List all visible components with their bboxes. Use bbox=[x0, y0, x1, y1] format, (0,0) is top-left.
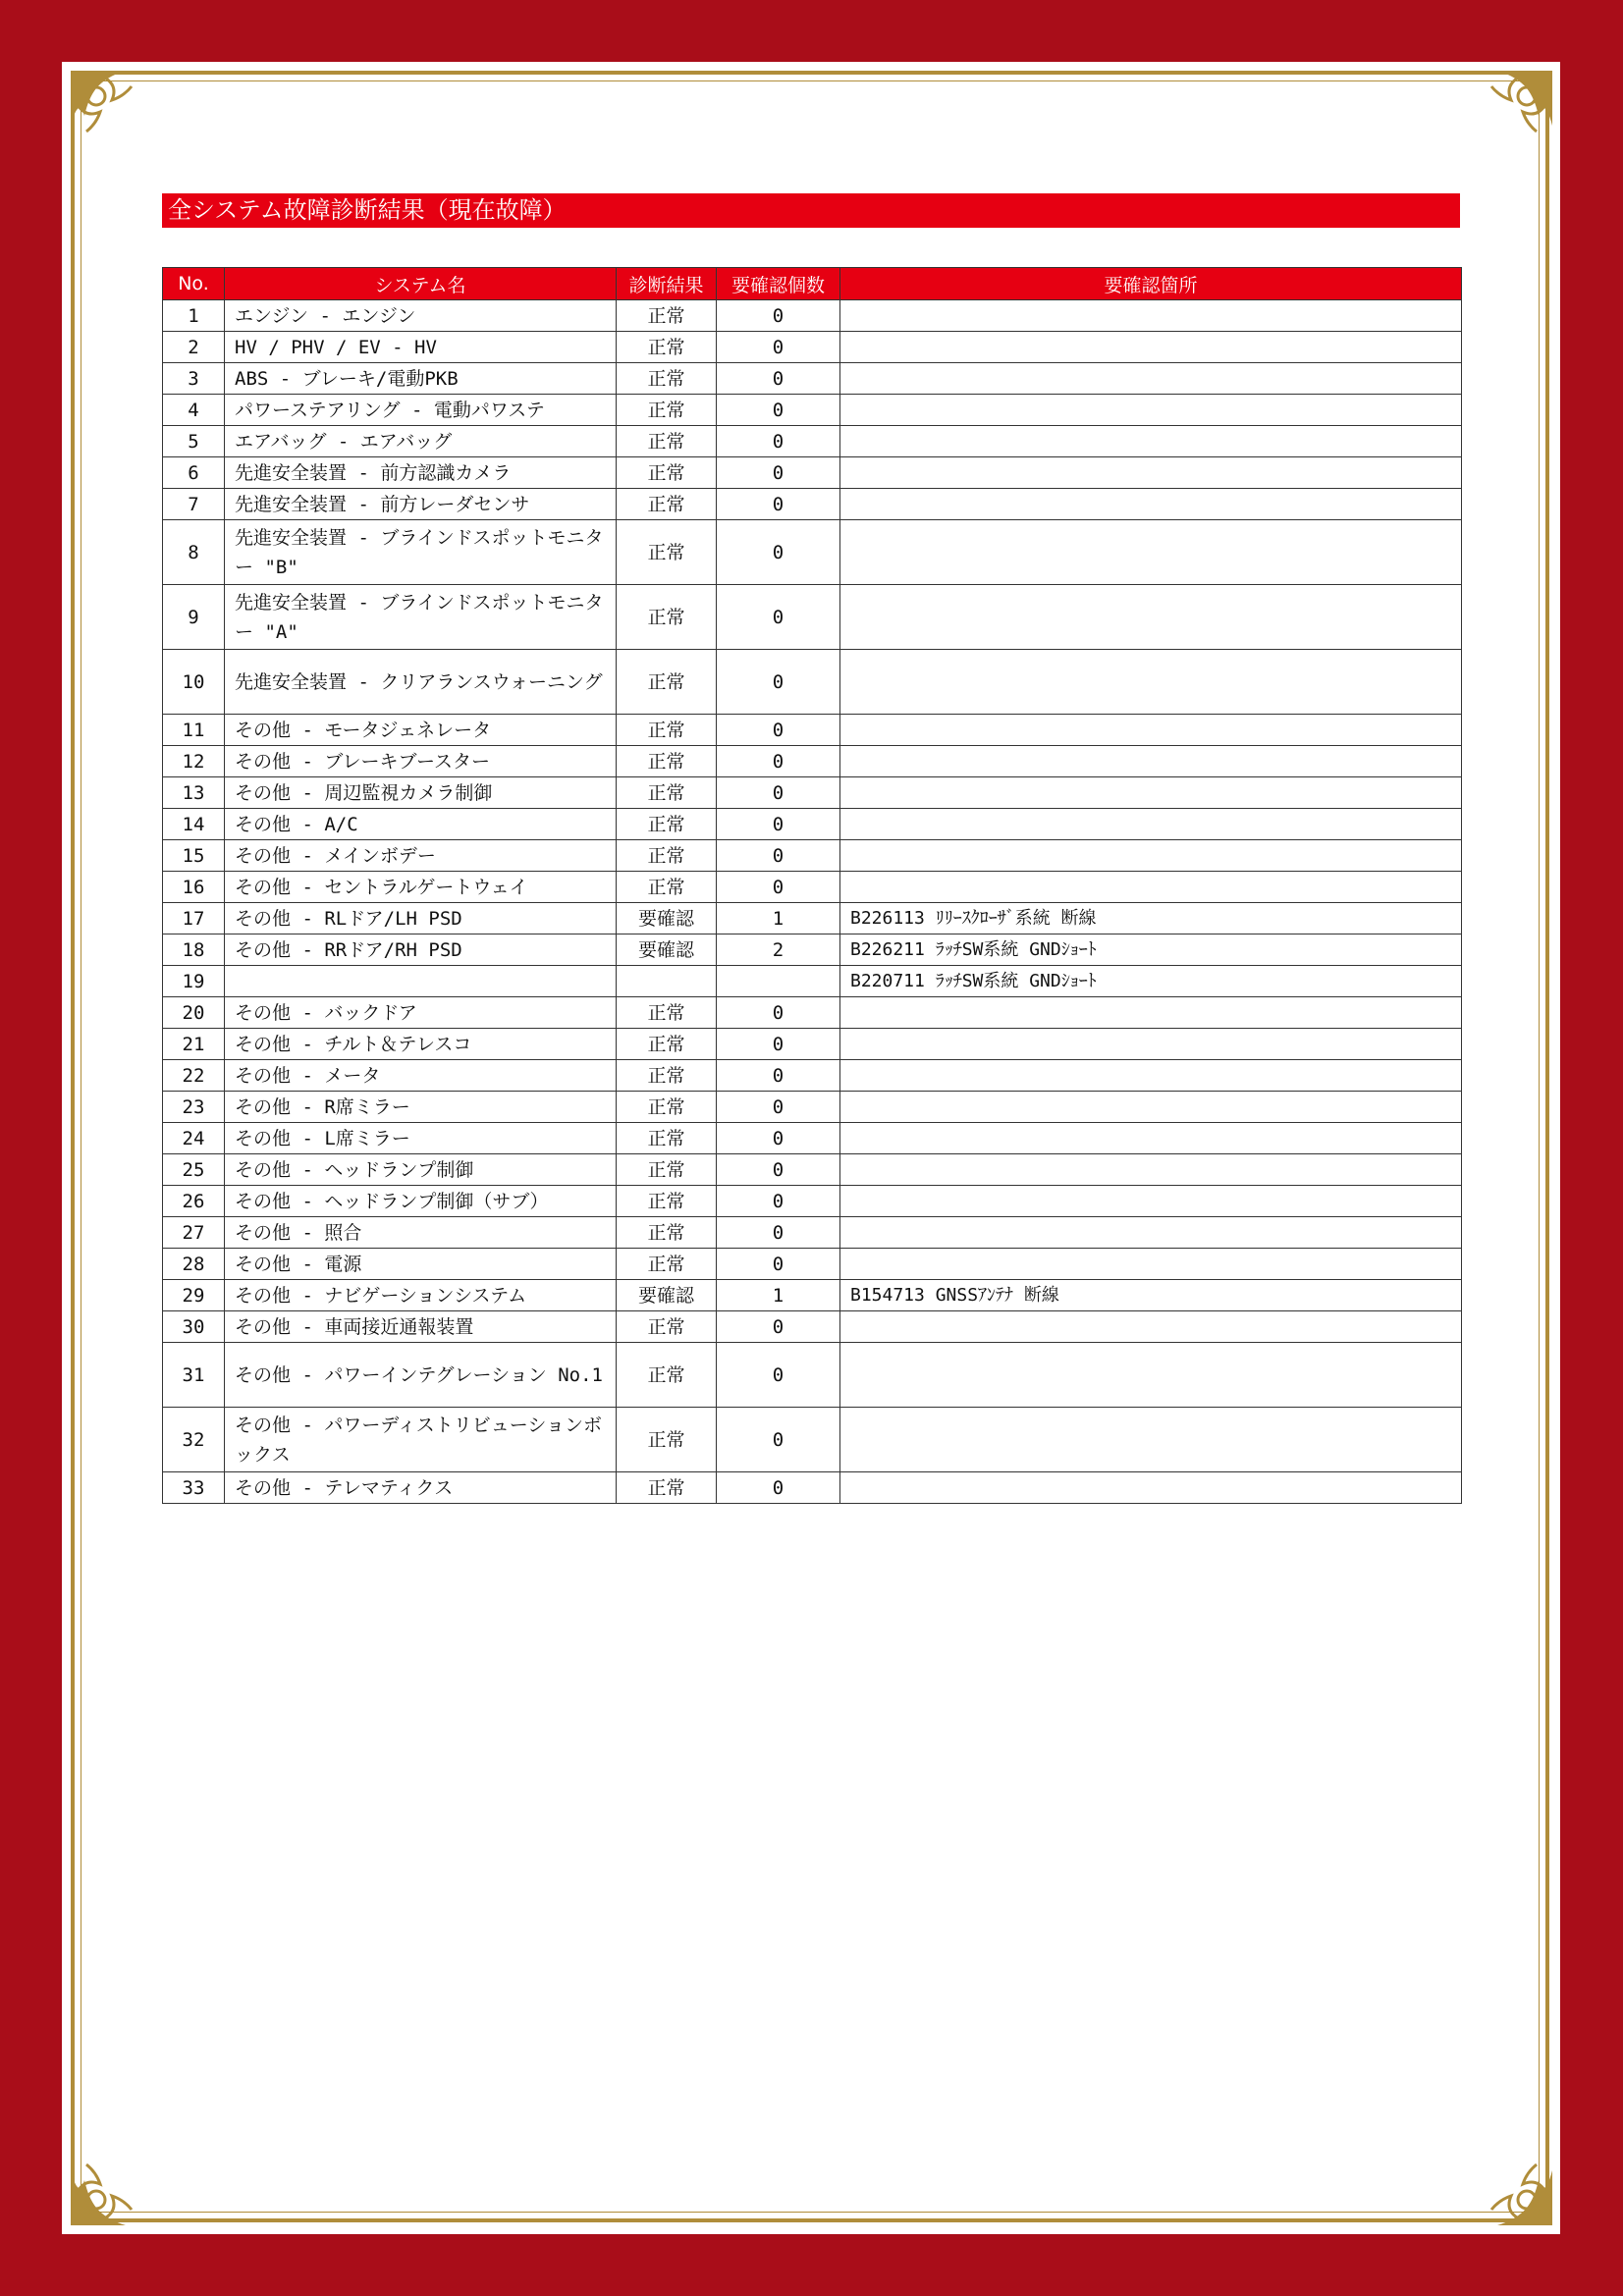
cell-system-name: その他 - L席ミラー bbox=[225, 1123, 617, 1154]
table-row bbox=[163, 395, 1462, 426]
cell-system-name: その他 - A/C bbox=[225, 809, 617, 840]
cell-result: 正常 bbox=[617, 1249, 717, 1280]
cell-result: 正常 bbox=[617, 715, 717, 746]
table-row bbox=[163, 1060, 1462, 1092]
cell-no: 3 bbox=[163, 363, 225, 395]
cell-no: 33 bbox=[163, 1472, 225, 1504]
cell-no: 18 bbox=[163, 934, 225, 966]
table-row bbox=[163, 1408, 1462, 1472]
cell-result: 正常 bbox=[617, 332, 717, 363]
cell-result: 正常 bbox=[617, 1311, 717, 1343]
cell-check-location bbox=[840, 650, 1462, 715]
cell-result: 正常 bbox=[617, 746, 717, 777]
table-row bbox=[163, 1029, 1462, 1060]
cell-check-count: 0 bbox=[717, 426, 840, 457]
diagnosis-table bbox=[162, 267, 1462, 1504]
cell-no: 25 bbox=[163, 1154, 225, 1186]
cell-system-name: エンジン - エンジン bbox=[225, 300, 617, 332]
cell-check-count: 0 bbox=[717, 395, 840, 426]
cell-check-count: 0 bbox=[717, 489, 840, 520]
cell-check-count: 0 bbox=[717, 809, 840, 840]
table-row bbox=[163, 966, 1462, 997]
cell-check-count: 1 bbox=[717, 903, 840, 934]
table-row bbox=[163, 1472, 1462, 1504]
cell-check-count: 0 bbox=[717, 1123, 840, 1154]
cell-no: 15 bbox=[163, 840, 225, 872]
header-result: 診断結果 bbox=[617, 268, 717, 300]
table-row bbox=[163, 1092, 1462, 1123]
cell-result: 要確認 bbox=[617, 1280, 717, 1311]
cell-no: 21 bbox=[163, 1029, 225, 1060]
cell-system-name: その他 - ナビゲーションシステム bbox=[225, 1280, 617, 1311]
cell-result: 正常 bbox=[617, 1029, 717, 1060]
cell-system-name: その他 - セントラルゲートウェイ bbox=[225, 872, 617, 903]
cell-no: 27 bbox=[163, 1217, 225, 1249]
cell-system-name: エアバッグ - エアバッグ bbox=[225, 426, 617, 457]
cell-system-name: パワーステアリング - 電動パワステ bbox=[225, 395, 617, 426]
cell-result: 正常 bbox=[617, 426, 717, 457]
cell-no: 29 bbox=[163, 1280, 225, 1311]
cell-system-name: その他 - チルト＆テレスコ bbox=[225, 1029, 617, 1060]
cell-no: 5 bbox=[163, 426, 225, 457]
cell-check-count: 0 bbox=[717, 363, 840, 395]
cell-check-location bbox=[840, 520, 1462, 585]
cell-result: 正常 bbox=[617, 1217, 717, 1249]
cell-check-count: 0 bbox=[717, 1249, 840, 1280]
cell-no: 8 bbox=[163, 520, 225, 585]
cell-check-location bbox=[840, 746, 1462, 777]
cell-check-location bbox=[840, 332, 1462, 363]
cell-check-location bbox=[840, 1092, 1462, 1123]
cell-check-location bbox=[840, 840, 1462, 872]
cell-no: 2 bbox=[163, 332, 225, 363]
cell-check-count: 0 bbox=[717, 520, 840, 585]
table-row bbox=[163, 300, 1462, 332]
cell-no: 28 bbox=[163, 1249, 225, 1280]
cell-no: 16 bbox=[163, 872, 225, 903]
cell-system-name: 先進安全装置 - ブラインドスポットモニター "A" bbox=[225, 585, 617, 650]
cell-check-count: 0 bbox=[717, 1311, 840, 1343]
cell-check-location bbox=[840, 585, 1462, 650]
cell-check-count: 0 bbox=[717, 1154, 840, 1186]
cell-check-count: 0 bbox=[717, 650, 840, 715]
cell-system-name: 先進安全装置 - ブラインドスポットモニター "B" bbox=[225, 520, 617, 585]
cell-check-location: B154713 GNSSｱﾝﾃﾅ 断線 bbox=[840, 1280, 1462, 1311]
table-row bbox=[163, 332, 1462, 363]
table-row bbox=[163, 585, 1462, 650]
cell-no: 7 bbox=[163, 489, 225, 520]
cell-check-count: 0 bbox=[717, 1060, 840, 1092]
cell-system-name: HV / PHV / EV - HV bbox=[225, 332, 617, 363]
cell-check-location bbox=[840, 777, 1462, 809]
cell-check-count: 2 bbox=[717, 934, 840, 966]
cell-result: 正常 bbox=[617, 489, 717, 520]
cell-system-name: その他 - 周辺監視カメラ制御 bbox=[225, 777, 617, 809]
cell-check-count: 0 bbox=[717, 1472, 840, 1504]
cell-result: 正常 bbox=[617, 1408, 717, 1472]
table-row bbox=[163, 520, 1462, 585]
cell-no: 13 bbox=[163, 777, 225, 809]
cell-system-name: その他 - 車両接近通報装置 bbox=[225, 1311, 617, 1343]
cell-check-count: 0 bbox=[717, 1343, 840, 1408]
table-row bbox=[163, 1343, 1462, 1408]
cell-system-name: ABS - ブレーキ/電動PKB bbox=[225, 363, 617, 395]
cell-check-count: 0 bbox=[717, 585, 840, 650]
table-row bbox=[163, 715, 1462, 746]
cell-system-name: その他 - メータ bbox=[225, 1060, 617, 1092]
cell-check-location bbox=[840, 1186, 1462, 1217]
cell-result: 正常 bbox=[617, 997, 717, 1029]
cell-result: 正常 bbox=[617, 585, 717, 650]
table-row bbox=[163, 489, 1462, 520]
cell-check-count: 0 bbox=[717, 715, 840, 746]
cell-system-name: その他 - テレマティクス bbox=[225, 1472, 617, 1504]
cell-check-count: 1 bbox=[717, 1280, 840, 1311]
cell-system-name: その他 - バックドア bbox=[225, 997, 617, 1029]
cell-result: 正常 bbox=[617, 300, 717, 332]
cell-result: 正常 bbox=[617, 1343, 717, 1408]
cell-system-name: その他 - 照合 bbox=[225, 1217, 617, 1249]
cell-check-location bbox=[840, 997, 1462, 1029]
cell-result: 正常 bbox=[617, 777, 717, 809]
cell-no: 6 bbox=[163, 457, 225, 489]
cell-check-count: 0 bbox=[717, 300, 840, 332]
table-row bbox=[163, 650, 1462, 715]
cell-check-count: 0 bbox=[717, 777, 840, 809]
cell-no: 24 bbox=[163, 1123, 225, 1154]
cell-no: 31 bbox=[163, 1343, 225, 1408]
cell-result bbox=[617, 966, 717, 997]
cell-check-count: 0 bbox=[717, 1186, 840, 1217]
table-header-row bbox=[163, 268, 1462, 300]
cell-check-count: 0 bbox=[717, 1217, 840, 1249]
section-title: 全システム故障診断結果（現在故障） bbox=[162, 193, 1460, 228]
table-row bbox=[163, 872, 1462, 903]
cell-no: 17 bbox=[163, 903, 225, 934]
cell-check-location bbox=[840, 1217, 1462, 1249]
cell-no: 14 bbox=[163, 809, 225, 840]
cell-result: 正常 bbox=[617, 809, 717, 840]
cell-no: 9 bbox=[163, 585, 225, 650]
cell-no: 26 bbox=[163, 1186, 225, 1217]
cell-check-location bbox=[840, 1343, 1462, 1408]
cell-system-name bbox=[225, 966, 617, 997]
table-row bbox=[163, 457, 1462, 489]
table-row bbox=[163, 746, 1462, 777]
cell-system-name: その他 - R席ミラー bbox=[225, 1092, 617, 1123]
cell-check-location bbox=[840, 1408, 1462, 1472]
table-row bbox=[163, 934, 1462, 966]
cell-result: 正常 bbox=[617, 840, 717, 872]
cell-check-count: 0 bbox=[717, 840, 840, 872]
cell-no: 11 bbox=[163, 715, 225, 746]
cell-system-name: 先進安全装置 - クリアランスウォーニング bbox=[225, 650, 617, 715]
cell-check-location bbox=[840, 1060, 1462, 1092]
cell-check-location bbox=[840, 426, 1462, 457]
table-row bbox=[163, 1217, 1462, 1249]
cell-check-location: B220711 ﾗｯﾁSW系統 GNDｼｮｰﾄ bbox=[840, 966, 1462, 997]
table-row bbox=[163, 809, 1462, 840]
cell-check-count: 0 bbox=[717, 332, 840, 363]
cell-check-location bbox=[840, 300, 1462, 332]
cell-check-location bbox=[840, 1123, 1462, 1154]
cell-no: 4 bbox=[163, 395, 225, 426]
cell-check-location bbox=[840, 1311, 1462, 1343]
cell-check-location bbox=[840, 1154, 1462, 1186]
table-row bbox=[163, 903, 1462, 934]
cell-check-count: 0 bbox=[717, 872, 840, 903]
cell-result: 正常 bbox=[617, 1186, 717, 1217]
table-row bbox=[163, 777, 1462, 809]
cell-check-location bbox=[840, 395, 1462, 426]
cell-check-count: 0 bbox=[717, 997, 840, 1029]
cell-system-name: その他 - パワーインテグレーション No.1 bbox=[225, 1343, 617, 1408]
cell-result: 正常 bbox=[617, 1092, 717, 1123]
cell-no: 1 bbox=[163, 300, 225, 332]
cell-check-count bbox=[717, 966, 840, 997]
cell-system-name: その他 - RRドア/RH PSD bbox=[225, 934, 617, 966]
cell-result: 正常 bbox=[617, 457, 717, 489]
cell-no: 23 bbox=[163, 1092, 225, 1123]
cell-no: 12 bbox=[163, 746, 225, 777]
cell-result: 正常 bbox=[617, 1154, 717, 1186]
cell-check-location bbox=[840, 363, 1462, 395]
cell-check-location bbox=[840, 715, 1462, 746]
cell-result: 正常 bbox=[617, 520, 717, 585]
cell-result: 正常 bbox=[617, 395, 717, 426]
cell-check-location: B226113 ﾘﾘｰｽｸﾛｰｻﾞ系統 断線 bbox=[840, 903, 1462, 934]
cell-check-location bbox=[840, 809, 1462, 840]
cell-system-name: その他 - メインボデー bbox=[225, 840, 617, 872]
cell-check-location: B226211 ﾗｯﾁSW系統 GNDｼｮｰﾄ bbox=[840, 934, 1462, 966]
cell-check-count: 0 bbox=[717, 1029, 840, 1060]
cell-result: 要確認 bbox=[617, 903, 717, 934]
cell-result: 正常 bbox=[617, 1123, 717, 1154]
cell-no: 22 bbox=[163, 1060, 225, 1092]
cell-result: 正常 bbox=[617, 1472, 717, 1504]
cell-check-location bbox=[840, 872, 1462, 903]
cell-check-count: 0 bbox=[717, 746, 840, 777]
table-row bbox=[163, 1154, 1462, 1186]
cell-result: 要確認 bbox=[617, 934, 717, 966]
cell-check-count: 0 bbox=[717, 1408, 840, 1472]
cell-system-name: その他 - パワーディストリビューションボックス bbox=[225, 1408, 617, 1472]
table-row bbox=[163, 840, 1462, 872]
cell-system-name: その他 - ヘッドランプ制御（サブ） bbox=[225, 1186, 617, 1217]
cell-no: 10 bbox=[163, 650, 225, 715]
cell-check-location bbox=[840, 1249, 1462, 1280]
table-row bbox=[163, 1280, 1462, 1311]
header-check-count: 要確認個数 bbox=[717, 268, 840, 300]
table-row bbox=[163, 426, 1462, 457]
cell-result: 正常 bbox=[617, 872, 717, 903]
cell-system-name: その他 - モータジェネレータ bbox=[225, 715, 617, 746]
table-row bbox=[163, 1123, 1462, 1154]
cell-system-name: 先進安全装置 - 前方レーダセンサ bbox=[225, 489, 617, 520]
cell-result: 正常 bbox=[617, 363, 717, 395]
header-system-name: システム名 bbox=[225, 268, 617, 300]
table-row bbox=[163, 1186, 1462, 1217]
cell-no: 32 bbox=[163, 1408, 225, 1472]
cell-result: 正常 bbox=[617, 650, 717, 715]
table-row bbox=[163, 363, 1462, 395]
cell-system-name: その他 - ヘッドランプ制御 bbox=[225, 1154, 617, 1186]
cell-check-count: 0 bbox=[717, 457, 840, 489]
cell-no: 19 bbox=[163, 966, 225, 997]
table-row bbox=[163, 997, 1462, 1029]
header-no: No. bbox=[163, 268, 225, 300]
cell-check-location bbox=[840, 1472, 1462, 1504]
cell-system-name: その他 - 電源 bbox=[225, 1249, 617, 1280]
cell-system-name: 先進安全装置 - 前方認識カメラ bbox=[225, 457, 617, 489]
table-row bbox=[163, 1249, 1462, 1280]
table-row bbox=[163, 1311, 1462, 1343]
cell-check-count: 0 bbox=[717, 1092, 840, 1123]
cell-system-name: その他 - RLドア/LH PSD bbox=[225, 903, 617, 934]
cell-result: 正常 bbox=[617, 1060, 717, 1092]
cell-system-name: その他 - ブレーキブースター bbox=[225, 746, 617, 777]
cell-check-location bbox=[840, 489, 1462, 520]
header-check-location: 要確認箇所 bbox=[840, 268, 1462, 300]
cell-check-location bbox=[840, 1029, 1462, 1060]
cell-no: 20 bbox=[163, 997, 225, 1029]
cell-no: 30 bbox=[163, 1311, 225, 1343]
cell-check-location bbox=[840, 457, 1462, 489]
